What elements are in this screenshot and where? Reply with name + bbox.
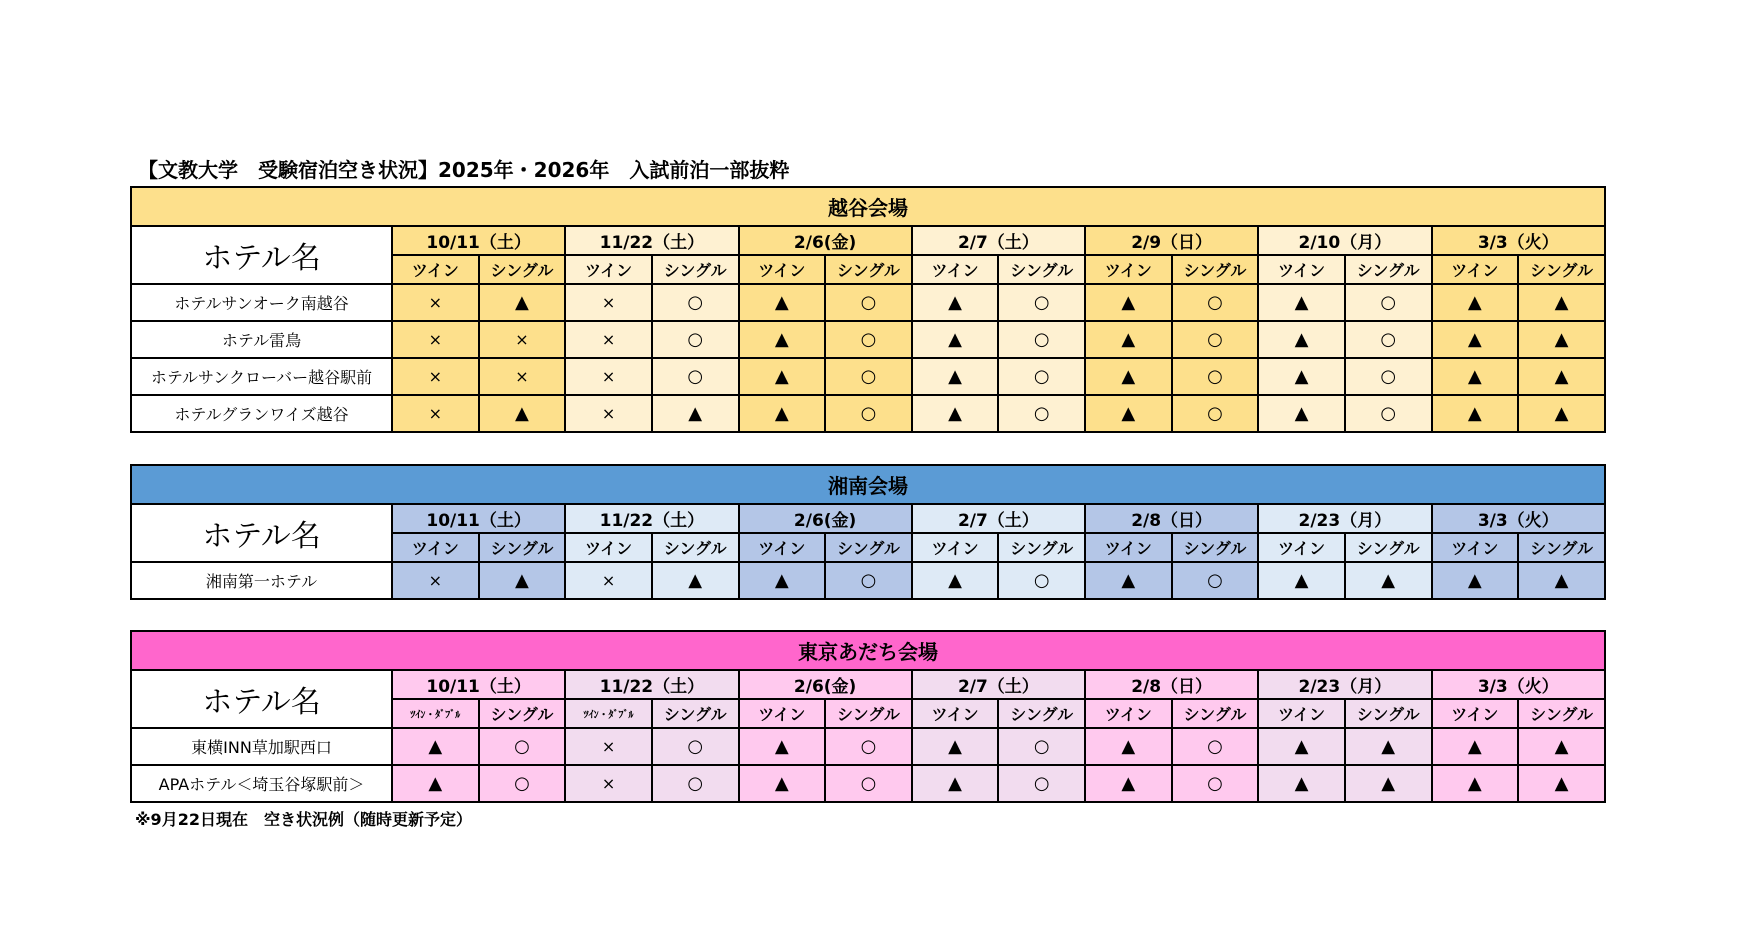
- availability-mark: ▲: [1432, 321, 1519, 358]
- availability-mark: ▲: [1518, 395, 1605, 432]
- availability-mark: ×: [392, 395, 479, 432]
- room-type-header: ツイン: [1432, 699, 1519, 728]
- availability-mark: ○: [652, 765, 739, 802]
- availability-mark: ○: [825, 321, 912, 358]
- date-header-row: [131, 226, 1605, 255]
- availability-mark: ○: [652, 358, 739, 395]
- date-header: 3/3（火）: [1432, 504, 1606, 533]
- availability-mark: ▲: [739, 728, 826, 765]
- room-type-header: シングル: [652, 255, 739, 284]
- availability-mark: ▲: [1085, 728, 1172, 765]
- room-type-header: シングル: [652, 699, 739, 728]
- availability-mark: ×: [392, 321, 479, 358]
- availability-mark: ○: [825, 728, 912, 765]
- availability-note: ※9月22日現在 空き状況例（随時更新予定）: [135, 810, 472, 829]
- availability-mark: ▲: [1518, 562, 1605, 599]
- availability-mark: ▲: [1085, 765, 1172, 802]
- availability-mark: ▲: [1085, 321, 1172, 358]
- availability-mark: ×: [565, 728, 652, 765]
- availability-mark: ▲: [1345, 562, 1432, 599]
- page-title: 【文教大学 受験宿泊空き状況】2025年・2026年 入試前泊一部抜粋: [138, 158, 790, 182]
- room-type-header: ツイン: [912, 255, 999, 284]
- availability-mark: ○: [1172, 765, 1259, 802]
- room-type-header: シングル: [1345, 255, 1432, 284]
- availability-mark: ▲: [479, 284, 566, 321]
- availability-mark: ○: [825, 358, 912, 395]
- availability-mark: ×: [565, 284, 652, 321]
- room-type-header: シングル: [479, 699, 566, 728]
- venue-title: 東京あだち会場: [131, 631, 1605, 670]
- date-header: 2/7（土）: [912, 504, 1085, 533]
- availability-mark: ▲: [1518, 728, 1605, 765]
- room-type-header: シングル: [1172, 699, 1259, 728]
- availability-mark: ▲: [1085, 562, 1172, 599]
- room-type-header: シングル: [652, 533, 739, 562]
- availability-mark: ▲: [1085, 284, 1172, 321]
- availability-mark: ▲: [479, 562, 566, 599]
- availability-mark: ○: [825, 765, 912, 802]
- availability-mark: ▲: [1432, 395, 1519, 432]
- hotel-row: [131, 728, 1605, 765]
- availability-mark: ▲: [912, 284, 999, 321]
- availability-mark: ▲: [912, 765, 999, 802]
- availability-mark: ▲: [652, 562, 739, 599]
- availability-mark: ○: [1172, 395, 1259, 432]
- availability-mark: ○: [825, 395, 912, 432]
- availability-mark: ▲: [1258, 321, 1345, 358]
- availability-mark: ▲: [739, 321, 826, 358]
- availability-mark: ▲: [392, 728, 479, 765]
- availability-mark: ▲: [1258, 358, 1345, 395]
- hotel-name: ホテルグランワイズ越谷: [131, 395, 392, 432]
- availability-mark: ○: [998, 395, 1085, 432]
- room-type-header: シングル: [998, 255, 1085, 284]
- room-type-header: シングル: [1172, 255, 1259, 284]
- room-type-header: ツイン: [1085, 255, 1172, 284]
- hotel-row: [131, 358, 1605, 395]
- availability-mark: ▲: [912, 728, 999, 765]
- date-header: 11/22（土）: [565, 226, 738, 255]
- room-type-header: シングル: [998, 533, 1085, 562]
- date-header: 2/7（土）: [912, 670, 1085, 699]
- availability-mark: ○: [479, 728, 566, 765]
- availability-mark: ▲: [1085, 395, 1172, 432]
- hotel-name: ホテルサンクローバー越谷駅前: [131, 358, 392, 395]
- availability-mark: ▲: [1258, 395, 1345, 432]
- availability-mark: ▲: [1518, 765, 1605, 802]
- hotel-name: APAホテル＜埼玉谷塚駅前＞: [131, 765, 392, 802]
- room-type-header: ツイン: [565, 533, 652, 562]
- room-type-header: ツイン: [1258, 699, 1345, 728]
- availability-mark: ○: [1345, 321, 1432, 358]
- hotel-name: ホテル雷鳥: [131, 321, 392, 358]
- room-type-header: ツイン: [1085, 699, 1172, 728]
- availability-mark: ▲: [392, 765, 479, 802]
- room-type-header: シングル: [825, 533, 912, 562]
- availability-mark: ▲: [739, 284, 826, 321]
- availability-mark: ○: [1345, 358, 1432, 395]
- availability-mark: ▲: [912, 321, 999, 358]
- availability-mark: ×: [565, 321, 652, 358]
- availability-mark: ▲: [1432, 358, 1519, 395]
- availability-mark: ○: [825, 562, 912, 599]
- room-type-header: ツイン: [565, 255, 652, 284]
- room-type-header: ﾂｲﾝ・ﾀﾞﾌﾞﾙ: [392, 699, 479, 728]
- hotel-name: 東横INN草加駅西口: [131, 728, 392, 765]
- room-type-header: シングル: [1345, 699, 1432, 728]
- availability-mark: ▲: [912, 358, 999, 395]
- room-type-header: シングル: [1518, 533, 1605, 562]
- date-header: 2/6(金): [739, 504, 912, 533]
- room-type-header: シングル: [1518, 255, 1605, 284]
- room-type-header: ツイン: [1085, 533, 1172, 562]
- availability-mark: ○: [1172, 562, 1259, 599]
- availability-mark: ○: [1172, 728, 1259, 765]
- date-header: 10/11（土）: [392, 670, 565, 699]
- availability-mark: ×: [565, 395, 652, 432]
- availability-mark: ▲: [1432, 765, 1519, 802]
- date-header: 11/22（土）: [565, 670, 738, 699]
- hotel-row: [131, 562, 1605, 599]
- venue-title-row: [131, 465, 1605, 504]
- availability-mark: ×: [392, 284, 479, 321]
- room-type-header: シングル: [1345, 533, 1432, 562]
- availability-mark: ▲: [1345, 765, 1432, 802]
- hotel-row: [131, 395, 1605, 432]
- room-type-header: ツイン: [739, 699, 826, 728]
- room-type-header: ツイン: [912, 533, 999, 562]
- availability-mark: ○: [998, 284, 1085, 321]
- availability-mark: ▲: [1258, 765, 1345, 802]
- venue-title: 湘南会場: [131, 465, 1605, 504]
- room-type-header: ツイン: [1258, 255, 1345, 284]
- availability-mark: ▲: [1432, 562, 1519, 599]
- availability-mark: ▲: [1085, 358, 1172, 395]
- availability-mark: ○: [998, 562, 1085, 599]
- availability-mark: ▲: [739, 395, 826, 432]
- date-header-row: [131, 504, 1605, 533]
- room-type-header: ツイン: [739, 533, 826, 562]
- room-type-header: ツイン: [392, 533, 479, 562]
- availability-mark: ×: [479, 358, 566, 395]
- availability-mark: ○: [1172, 358, 1259, 395]
- hotel-row: [131, 284, 1605, 321]
- room-type-header: シングル: [1172, 533, 1259, 562]
- venue-table-shonan: [130, 464, 1606, 600]
- availability-mark: ▲: [1518, 321, 1605, 358]
- venue-title-row: [131, 631, 1605, 670]
- room-type-header: シングル: [1518, 699, 1605, 728]
- availability-mark: ▲: [1258, 284, 1345, 321]
- availability-mark: ○: [1172, 321, 1259, 358]
- date-header: 10/11（土）: [392, 504, 565, 533]
- room-type-header: シングル: [825, 699, 912, 728]
- availability-mark: ▲: [739, 358, 826, 395]
- room-type-header: シングル: [998, 699, 1085, 728]
- room-type-header: シングル: [825, 255, 912, 284]
- availability-mark: ▲: [1432, 728, 1519, 765]
- venue-table-adachi: [130, 630, 1606, 803]
- venue-table-koshigaya: [130, 186, 1606, 433]
- hotel-row: [131, 765, 1605, 802]
- hotel-name-header: ホテル名: [131, 670, 392, 728]
- date-header: 2/8（日）: [1085, 670, 1258, 699]
- availability-mark: ×: [392, 358, 479, 395]
- room-type-header: ﾂｲﾝ・ﾀﾞﾌﾞﾙ: [565, 699, 652, 728]
- date-header-row: [131, 670, 1605, 699]
- availability-mark: ▲: [1518, 358, 1605, 395]
- date-header: 2/23（月）: [1258, 670, 1431, 699]
- date-header: 10/11（土）: [392, 226, 565, 255]
- availability-mark: ×: [479, 321, 566, 358]
- availability-mark: ○: [652, 321, 739, 358]
- availability-mark: ×: [392, 562, 479, 599]
- date-header: 2/10（月）: [1258, 226, 1431, 255]
- availability-mark: ○: [1345, 395, 1432, 432]
- availability-mark: ○: [825, 284, 912, 321]
- availability-mark: ▲: [739, 562, 826, 599]
- room-type-header: ツイン: [1258, 533, 1345, 562]
- room-type-header: ツイン: [912, 699, 999, 728]
- availability-mark: ○: [652, 284, 739, 321]
- availability-mark: ▲: [1432, 284, 1519, 321]
- date-header: 2/7（土）: [912, 226, 1085, 255]
- room-type-header: ツイン: [1432, 255, 1519, 284]
- availability-mark: ▲: [1345, 728, 1432, 765]
- room-type-header: シングル: [479, 533, 566, 562]
- hotel-name: 湘南第一ホテル: [131, 562, 392, 599]
- date-header: 2/8（日）: [1085, 504, 1258, 533]
- availability-mark: ○: [998, 728, 1085, 765]
- availability-mark: ×: [565, 358, 652, 395]
- date-header: 2/9（日）: [1085, 226, 1258, 255]
- date-header: 11/22（土）: [565, 504, 738, 533]
- venue-title: 越谷会場: [131, 187, 1605, 226]
- availability-mark: ○: [1345, 284, 1432, 321]
- availability-mark: ▲: [652, 395, 739, 432]
- hotel-row: [131, 321, 1605, 358]
- hotel-name-header: ホテル名: [131, 504, 392, 562]
- date-header: 2/6(金): [739, 670, 912, 699]
- room-type-header: ツイン: [739, 255, 826, 284]
- availability-mark: ▲: [1258, 562, 1345, 599]
- availability-mark: ○: [998, 358, 1085, 395]
- hotel-name: ホテルサンオーク南越谷: [131, 284, 392, 321]
- availability-mark: ○: [652, 728, 739, 765]
- availability-mark: ▲: [1258, 728, 1345, 765]
- availability-mark: ○: [1172, 284, 1259, 321]
- availability-mark: ▲: [912, 395, 999, 432]
- room-type-header: ツイン: [1432, 533, 1519, 562]
- availability-mark: ×: [565, 765, 652, 802]
- availability-mark: ○: [479, 765, 566, 802]
- date-header: 2/23（月）: [1258, 504, 1431, 533]
- date-header: 3/3（火）: [1432, 226, 1606, 255]
- availability-mark: ○: [998, 765, 1085, 802]
- venue-title-row: [131, 187, 1605, 226]
- date-header: 2/6(金): [739, 226, 912, 255]
- availability-mark: ○: [998, 321, 1085, 358]
- availability-mark: ×: [565, 562, 652, 599]
- date-header: 3/3（火）: [1432, 670, 1606, 699]
- availability-mark: ▲: [479, 395, 566, 432]
- availability-mark: ▲: [1518, 284, 1605, 321]
- availability-mark: ▲: [912, 562, 999, 599]
- room-type-header: シングル: [479, 255, 566, 284]
- availability-mark: ▲: [739, 765, 826, 802]
- hotel-name-header: ホテル名: [131, 226, 392, 284]
- room-type-header: ツイン: [392, 255, 479, 284]
